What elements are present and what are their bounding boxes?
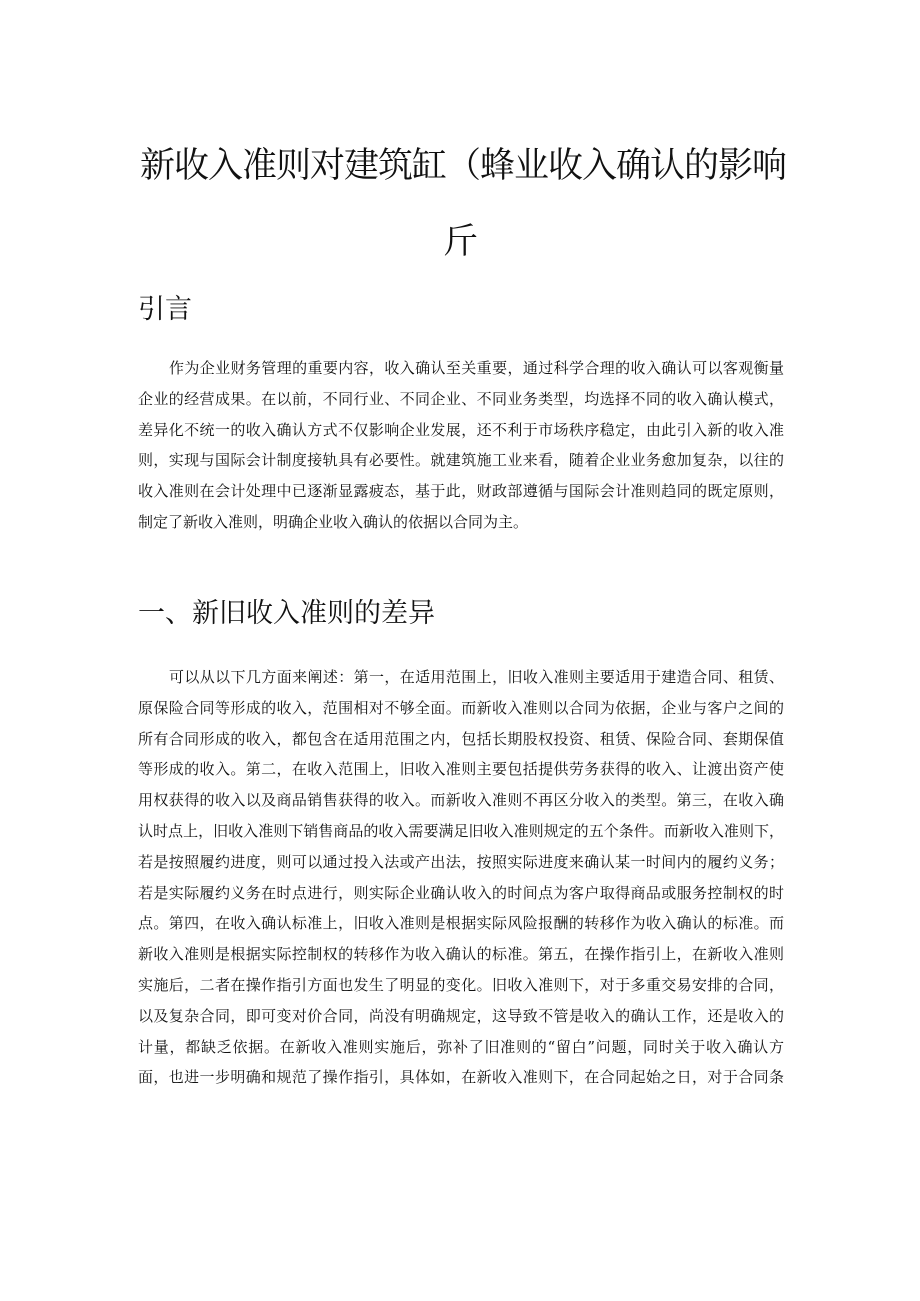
title-line: 新收入准则对建筑缸（蜂业收入确认的影响	[140, 146, 787, 186]
paragraph-line: 实施后，二者在操作指引方面也发生了明显的变化。旧收入准则下，对于多重交易安排的合同，	[138, 975, 784, 994]
paragraph-line: 以及复杂合同，即可变对价合同，尚没有明确规定，这导致不管是收入的确认工作，还是收入的	[138, 1006, 784, 1025]
paragraph-line: 差异化不统一的收入确认方式不仅影响企业发展，还不利于市场秩序稳定，由此引入新的收入准	[138, 420, 784, 439]
paragraph-line: 若是按照履约进度，则可以通过投入法或产出法，按照实际进度来确认某一时间内的履约义务；	[138, 852, 784, 871]
paragraph-line: 用权获得的收入以及商品销售获得的收入。而新收入准则不再区分收入的类型。第三，在收入确	[138, 791, 784, 810]
paragraph-line: 制定了新收入准则，明确企业收入确认的依据以合同为主。	[138, 512, 529, 531]
paragraph-line: 点。第四，在收入确认标准上，旧收入准则是根据实际风险报酬的转移作为收入确认的标准。而	[138, 914, 784, 933]
paragraph-line: 面，也进一步明确和规范了操作指引，具体如，在新收入准则下，在合同起始之日，对于合同条	[138, 1068, 784, 1087]
paragraph-line: 收入准则在会计处理中已逐渐显露疲态，基于此，财政部遵循与国际会计准则趋同的既定原则，	[138, 482, 784, 501]
paragraph-line: 可以从以下几方面来阐述：第一，在适用范围上，旧收入准则主要适用于建造合同、租赁、	[169, 668, 784, 686]
heading-intro: 引言	[138, 294, 192, 325]
paragraph-line: 企业的经营成果。在以前，不同行业、不同企业、不同业务类型，均选择不同的收入确认模式，	[138, 389, 784, 408]
paragraph-line: 等形成的收入。第二，在收入范围上，旧收入准则主要包括提供劳务获得的收入、让渡出资产使	[138, 760, 784, 779]
document-title	[140, 128, 787, 280]
paragraph-line: 新收入准则是根据实际控制权的转移作为收入确认的标准。第五，在操作指引上，在新收入准则	[138, 945, 784, 964]
paragraph-line: 所有合同形成的收入，都包含在适用范围之内，包括长期股权投资、租赁、保险合同、套期保值	[138, 729, 784, 748]
paragraph-line: 作为企业财务管理的重要内容，收入确认至关重要，通过科学合理的收入确认可以客观衡量	[169, 359, 784, 377]
paragraph-line: 认时点上，旧收入准则下销售商品的收入需要满足旧收入准则规定的五个条件。而新收入准则下，	[138, 821, 784, 840]
heading-section-1: 一、新旧收入准则的差异	[138, 598, 435, 629]
title-line: 斤	[442, 222, 477, 262]
paragraph-line: 原保险合同等形成的收入，范围相对不够全面。而新收入准则以合同为依据，企业与客户之间的	[138, 698, 784, 717]
intro-paragraph	[138, 353, 784, 538]
paragraph-line: 计量，都缺乏依据。在新收入准则实施后，弥补了旧准则的“留白”问题，同时关于收入确认方	[138, 1037, 784, 1056]
paragraph-line: 若是实际履约义务在时点进行，则实际企业确认收入的时间点为客户取得商品或服务控制权的时	[138, 883, 784, 902]
section-1-paragraph	[138, 662, 784, 1093]
paragraph-line: 则，实现与国际会计制度接轨具有必要性。就建筑施工业来看，随着企业业务愈加复杂，以往的	[138, 451, 784, 470]
